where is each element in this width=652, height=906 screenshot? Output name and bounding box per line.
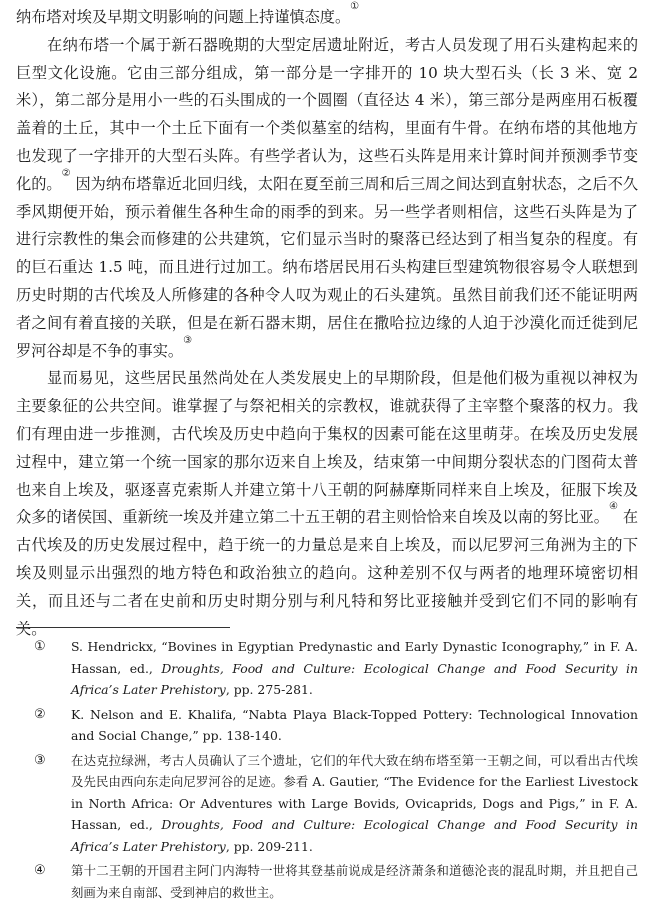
footnote-ref[interactable]: ④ xyxy=(608,501,618,513)
paragraph xyxy=(16,365,638,643)
text-run: 在古代埃及的历史发展过程中，趋于统一的力量总是来自上埃及，而以尼罗河三角洲为主的下埃及则显示出强烈的地方特色和政治独立的趋向。这种差别不仅与两者的地理环境密切相关，而且还与二者在史前和历史时期分别与利凡特和努比亚接触并受到它们不同的影响有关。 xyxy=(16,508,639,638)
main-text xyxy=(16,1,639,643)
footnote-ref[interactable]: ③ xyxy=(183,334,193,346)
paragraph xyxy=(16,1,638,32)
footnote-ref[interactable]: ② xyxy=(61,167,71,179)
paragraph xyxy=(16,32,638,366)
footnote-marker: ② xyxy=(34,706,46,722)
footnote xyxy=(16,750,638,858)
text-run: 纳布塔对埃及早期文明影响的问题上持谨慎态度。 xyxy=(16,8,351,26)
text-run: , pp. 275-281. xyxy=(225,682,313,697)
text-run: , pp. 209-211. xyxy=(225,838,313,854)
text-run: 显而易见，这些居民虽然尚处在人类发展史上的早期阶段，但是他们极为重视以神权为主要象征的公共空间。谁掌握了与祭祀相关的宗教权，谁就获得了主宰整个聚落的权力。我们有理由进一步推测，古代埃及历史中趋向于集权的因素可能在这里萌芽。在埃及历史发展过程中，建立第一个统一国家的那尔迈来自上埃及，结束第一中间期分裂状态的门图荷太普也来自上埃及，驱逐喜克索斯人并建立第十八王朝的阿赫摩斯同样来自上埃及，征服下埃及众多的诸侯国、重新统一埃及并建立第二十五王朝的君主则恰恰来自埃及以南的努比亚。 xyxy=(16,369,638,527)
footnote xyxy=(16,860,638,903)
footnote xyxy=(16,636,638,701)
italic-title: Droughts, Food and Culture: Ecological Change and Food Security in Africa’s Later Prehistory xyxy=(71,817,638,854)
italic-title: Droughts, Food and Culture: Ecological Change and Food Security in Africa’s Later Prehistory xyxy=(71,660,638,697)
footnote-divider xyxy=(16,627,230,628)
text-run: 第十二王朝的开国君主阿门内海特一世将其登基前说成是经济萧条和道德沦丧的混乱时期，并且把自己刻画为来自南部、受到神启的救世主。 xyxy=(71,863,638,900)
footnote-ref[interactable]: ① xyxy=(350,1,360,12)
footnotes xyxy=(16,636,638,906)
footnote xyxy=(16,704,638,747)
footnote-marker: ① xyxy=(34,639,46,654)
text-run: K. Nelson and E. Khalifa, “Nabta Playa Black-Topped Pottery: Technological Innovation and Social Change,” pp. 138-140. xyxy=(71,706,638,743)
text-run: 在纳布塔一个属于新石器晚期的大型定居遗址附近，考古人员发现了用石头建构起来的巨型文化设施。它由三部分组成，第一部分是一字排开的 10 块大型石头（长 3 米、宽 2 米），第二部分是用小一些的石头围成的一个圆圈（直径达 4 米），第三部分是两座用石板覆盖着的土丘，其中一个土丘下面有一个类似墓室的结构，里面有牛骨。在纳布塔的其他地方也发现了一字排开的大型石头阵。有些学者认为，这些石头阵是用来计算时间并预测季节变化的。 xyxy=(16,35,638,193)
footnote-marker: ③ xyxy=(34,752,46,768)
text-run: 在达克拉绿洲，考古人员确认了三个遗址，它们的年代大致在纳布塔至第一王朝之间，可以看出古代埃及先民由西向东走向尼罗河谷的足迹。参看 A. Gautier, “The Evidence for the Earliest Livestock in North Africa: Or Adventures with Large Bovids, Ovicaprids, Dogs and Pigs,” in F. A. Hassan, ed., xyxy=(71,752,638,832)
text-run: S. Hendrickx, “Bovines in Egyptian Predynastic and Early Dynastic Iconography,” in F. A. Hassan, ed., xyxy=(71,639,638,676)
footnote-marker: ④ xyxy=(34,863,46,878)
text-run: 因为纳布塔靠近北回归线，太阳在夏至前三周和后三周之间达到直射状态，之后不久季风期便开始，预示着催生各种生命的雨季的到来。另一些学者则相信，这些石头阵是为了进行宗教性的集会而修建的公共建筑，它们显示当时的聚落已经达到了相当复杂的程度。有的巨石重达 1.5 吨，而且进行过加工。纳布塔居民用石头构建巨型建筑物很容易令人联想到历史时期的古代埃及人所修建的各种令人叹为观止的石头建筑。虽然目前我们还不能证明两者之间有着直接的关联，但是在新石器末期，居住在撒哈拉边缘的人迫于沙漠化而迁徙到尼罗河谷却是不争的事实。 xyxy=(16,174,639,360)
